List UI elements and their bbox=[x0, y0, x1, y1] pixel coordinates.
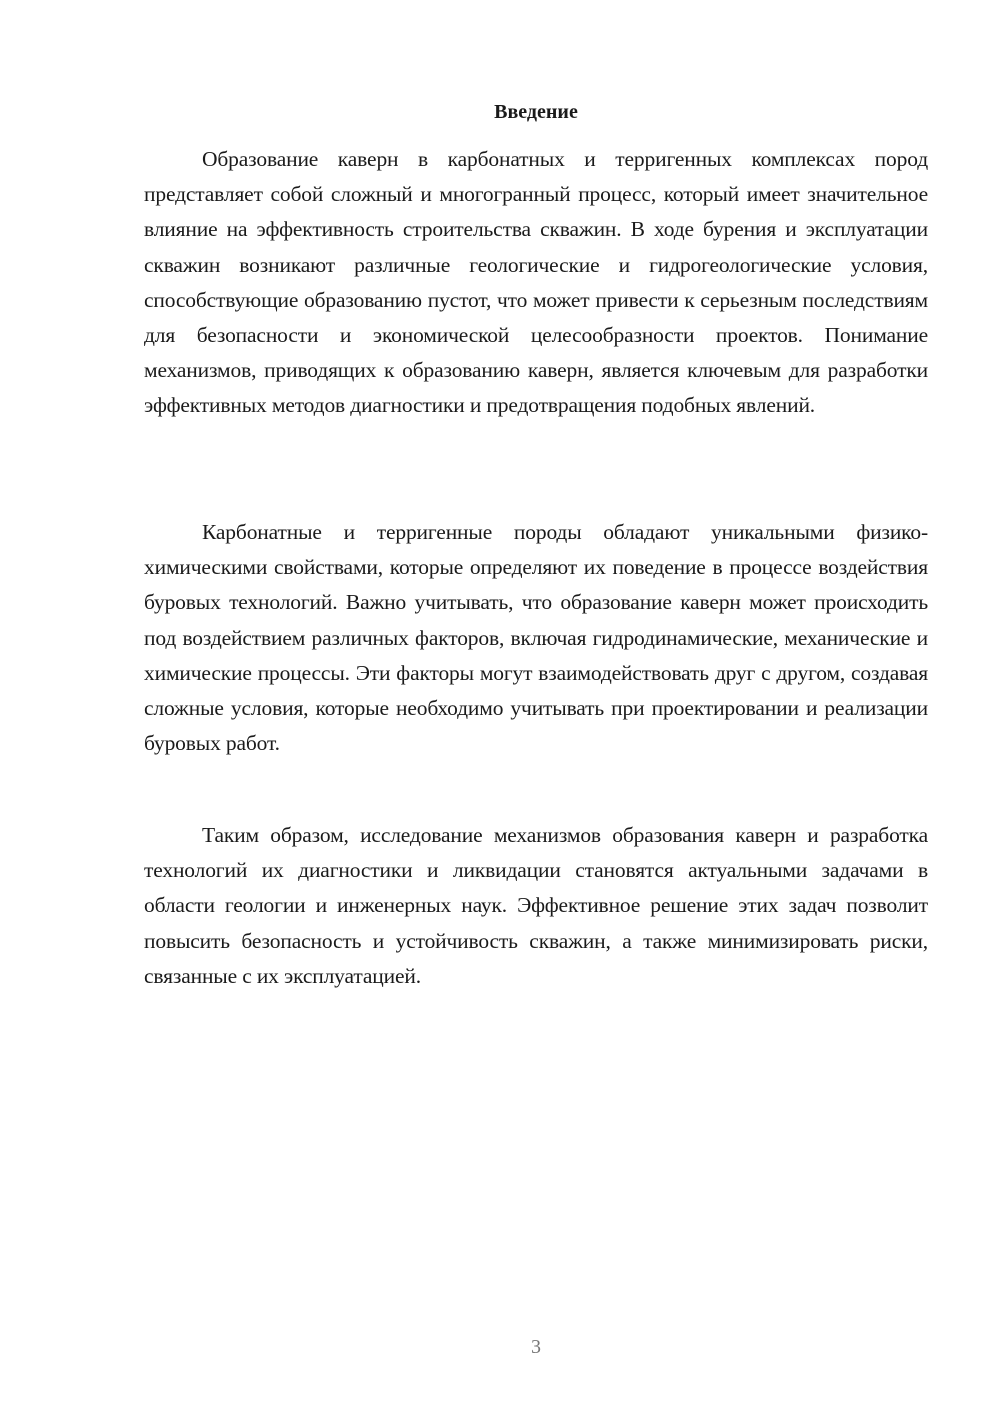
paragraph-3: Таким образом, исследование механизмов образования каверн и разработка технологий их диагностики и ликвидации становятся актуальными задачами в области геологии и инженерных наук. Эффективное решение этих задач позволит повысить безопасность и устойчивость скважин, а также минимизировать риски, связанные с их эксплуатацией. bbox=[144, 823, 928, 988]
section-heading: Введение bbox=[494, 101, 578, 123]
page-number: 3 bbox=[531, 1336, 541, 1358]
paragraph-1: Образование каверн в карбонатных и терригенных комплексах пород представляет собой сложный и многогранный процесс, который имеет значительное влияние на эффективность строительства скважин. В ходе бурения и эксплуатации скважин возникают различные геологические и гидрогеологические условия, способствующие образованию пустот, что может привести к серьезным последствиям для безопасности и экономической целесообразности проектов. Понимание механизмов, приводящих к образованию каверн, является ключевым для разработки эффективных методов диагностики и предотвращения подобных явлений. bbox=[144, 147, 928, 418]
paragraph-2: Карбонатные и терригенные породы обладают уникальными физико-химическими свойствами, которые определяют их поведение в процессе воздействия буровых технологий. Важно учитывать, что образование каверн может происходить под воздействием различных факторов, включая гидродинамические, механические и химические процессы. Эти факторы могут взаимодействовать друг с другом, создавая сложные условия, которые необходимо учитывать при проектировании и реализации буровых работ. bbox=[144, 520, 928, 756]
